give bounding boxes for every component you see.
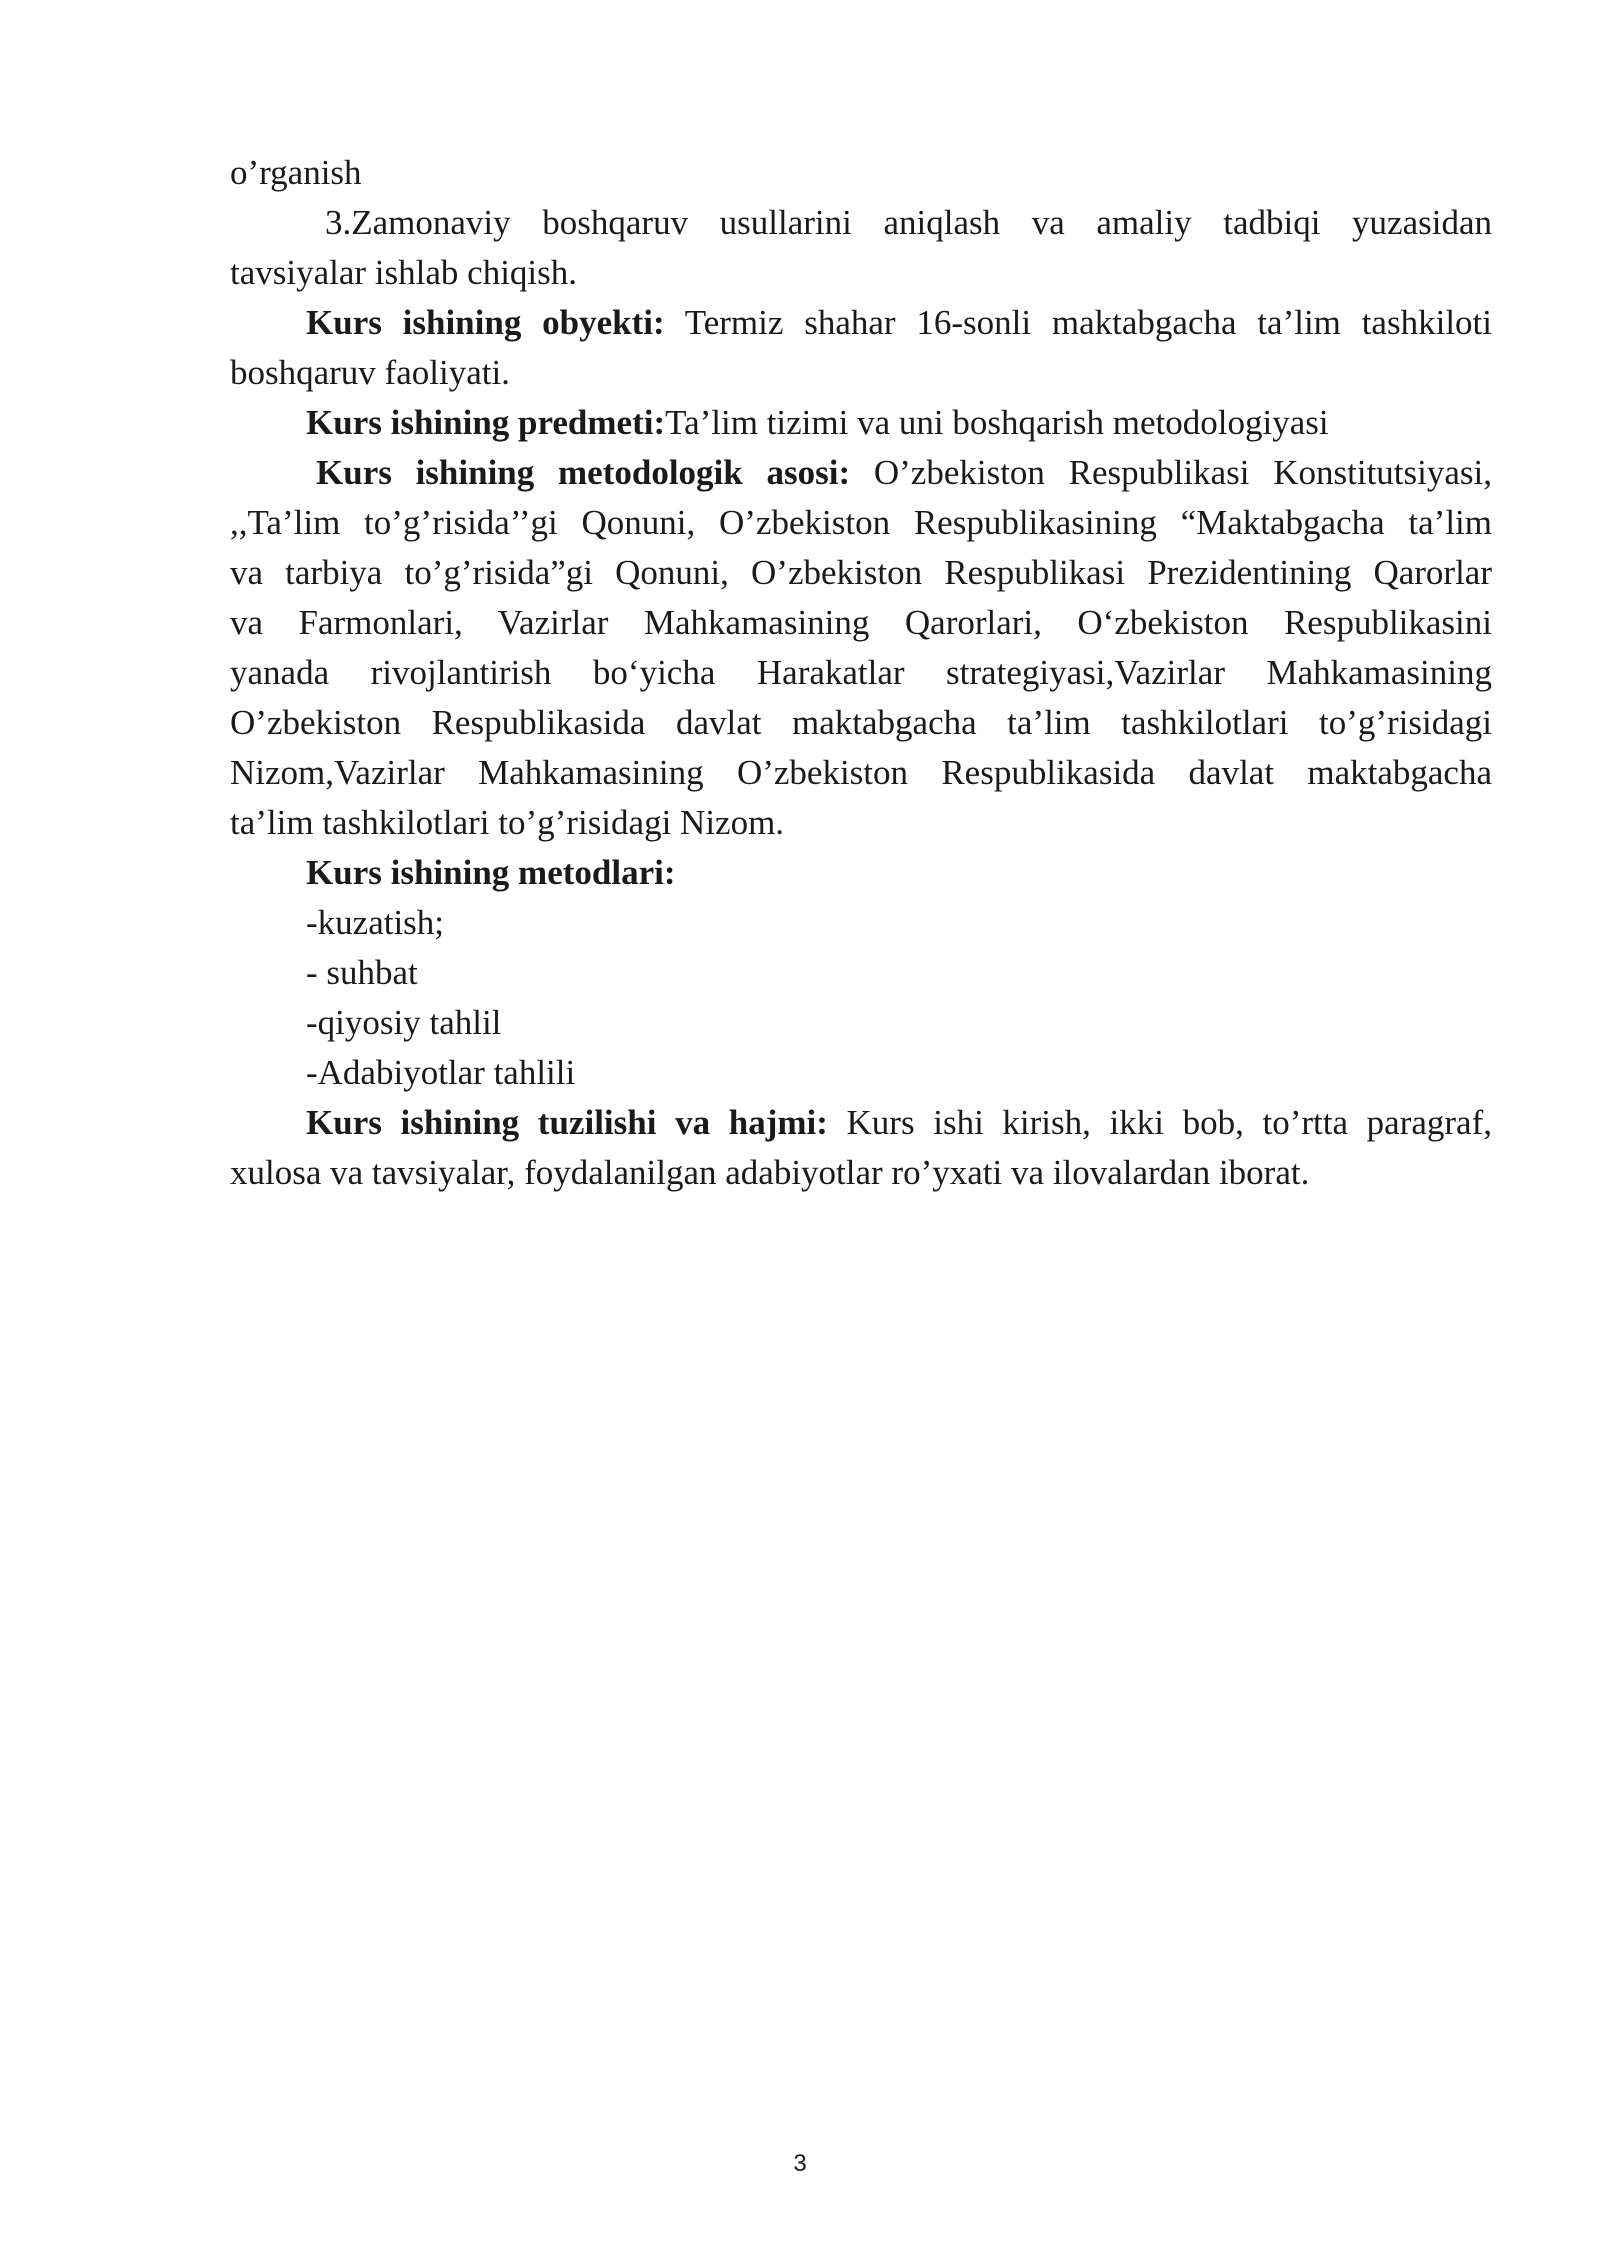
subject-text: Ta’lim tizimi va uni boshqarish metodologiyasi	[665, 403, 1329, 442]
document-body	[230, 148, 1492, 1198]
methods-label: Kurs ishining metodlari:	[306, 853, 676, 892]
structure-label: Kurs ishining tuzilishi va hajmi:	[306, 1103, 828, 1142]
page-number: 3	[793, 2150, 807, 2177]
structure-text-continued: xulosa va tavsiyalar, foydalanilgan adabiyotlar ro’yxati va ilovalardan iborat.	[230, 1153, 1310, 1192]
object-paragraph	[230, 298, 1492, 348]
subject-label: Kurs ishining predmeti:	[306, 403, 666, 442]
structure-paragraph	[230, 1098, 1492, 1148]
methodology-line: ,,Ta’lim to’g’risida’’gi Qonuni, O’zbekiston Respublikasining “Maktabgacha ta’lim	[230, 503, 1492, 542]
methodology-line: va tarbiya to’g’risida”gi Qonuni, O’zbekiston Respublikasi Prezidentining Qarorlar	[230, 553, 1492, 592]
methodology-line: Nizom,Vazirlar Mahkamasining O’zbekiston Respublikasida davlat maktabgacha	[230, 753, 1492, 792]
methods-list-item: - suhbat	[306, 953, 418, 992]
methodology-line: ta’lim tashkilotlari to’g’risidagi Nizom.	[230, 803, 785, 842]
task-3-line: 3.Zamonaviy boshqaruv usullarini aniqlash va amaliy tadbiqi yuzasidan	[325, 203, 1492, 242]
methods-list-item: -Adabiyotlar tahlili	[306, 1053, 576, 1092]
methodology-paragraph	[230, 448, 1492, 498]
methodology-label: Kurs ishining metodologik asosi:	[316, 453, 851, 492]
structure-text: Kurs ishi kirish, ikki bob, to’rtta paragraf,	[827, 1103, 1492, 1142]
methods-list-item: -kuzatish;	[306, 903, 445, 942]
text-line: o’rganish	[230, 153, 362, 192]
methodology-line: O’zbekiston Respublikasida davlat maktabgacha ta’lim tashkilotlari to’g’risidagi	[230, 703, 1492, 742]
methods-list-item: -qiyosiy tahlil	[306, 1003, 502, 1042]
object-label: Kurs ishining obyekti:	[306, 303, 665, 342]
subject-paragraph	[230, 398, 1492, 448]
methodology-line: yanada rivojlantirish bo‘yicha Harakatlar strategiyasi,Vazirlar Mahkamasining	[230, 653, 1492, 692]
text-line: tavsiyalar ishlab chiqish.	[230, 253, 578, 292]
object-text-continued: boshqaruv faoliyati.	[230, 353, 510, 392]
methodology-line: va Farmonlari, Vazirlar Mahkamasining Qarorlari, O‘zbekiston Respublikasini	[230, 603, 1492, 642]
methodology-text: O’zbekiston Respublikasi Konstitutsiyasi,	[850, 453, 1492, 492]
object-text: Termiz shahar 16-sonli maktabgacha ta’lim tashkiloti	[664, 303, 1492, 342]
